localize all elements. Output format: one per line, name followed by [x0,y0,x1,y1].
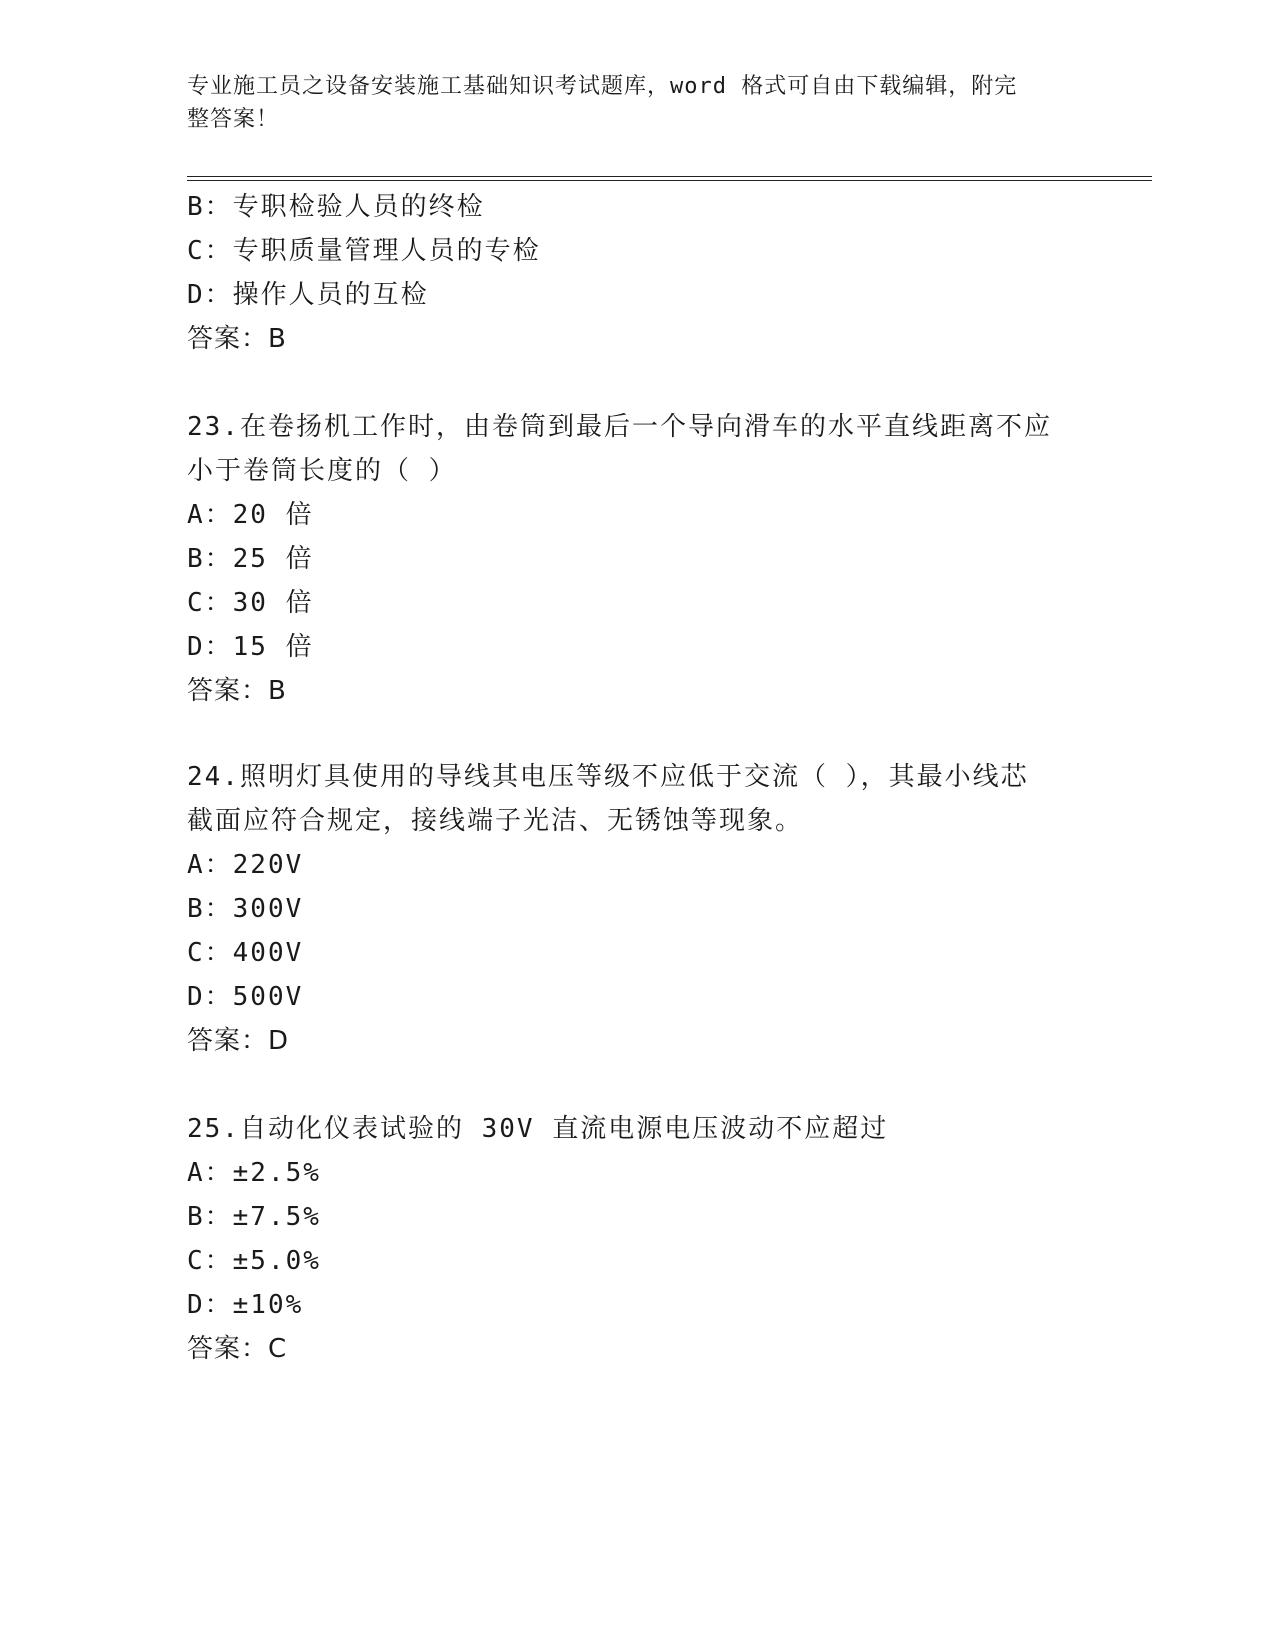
q25-option-d: D：±10% [187,1290,304,1320]
q24-option-d: D：500V [187,982,304,1012]
q23-option-c: C：30 倍 [187,588,314,618]
q23-option-b: B：25 倍 [187,544,314,574]
q22-option-b: B：专职检验人员的终检 [187,192,485,222]
header-line-2: 整答案！ [187,107,280,132]
q25-answer: 答案：C [187,1334,288,1364]
q24-option-a: A：220V [187,850,304,880]
q25-option-c: C：±5.0% [187,1246,321,1276]
q22-answer: 答案：B [187,324,287,354]
q22-option-d: D：操作人员的互检 [187,280,429,310]
q24-option-b: B：300V [187,894,304,924]
header-divider [187,176,1152,181]
q22-option-c: C：专职质量管理人员的专检 [187,236,541,266]
q24-answer: 答案：D [187,1026,290,1056]
q23-option-d: D：15 倍 [187,632,314,662]
q25-option-b: B：±7.5% [187,1202,321,1232]
q24-stem-line-1: 24.照明灯具使用的导线其电压等级不应低于交流（ ），其最小线芯 [187,762,1029,792]
q23-stem-line-1: 23.在卷扬机工作时，由卷筒到最后一个导向滑车的水平直线距离不应 [187,412,1052,442]
header-line-1: 专业施工员之设备安装施工基础知识考试题库，word 格式可自由下载编辑，附完 [187,74,1018,99]
q24-option-c: C：400V [187,938,304,968]
q25-option-a: A：±2.5% [187,1158,321,1188]
document-header [187,70,1067,136]
q23-stem-line-2: 小于卷筒长度的（ ） [187,456,457,486]
q25-stem-line-1: 25.自动化仪表试验的 30V 直流电源电压波动不应超过 [187,1114,889,1144]
q24-stem-line-2: 截面应符合规定，接线端子光洁、无锈蚀等现象。 [187,806,804,836]
q23-option-a: A：20 倍 [187,500,314,530]
q23-answer: 答案：B [187,676,287,706]
